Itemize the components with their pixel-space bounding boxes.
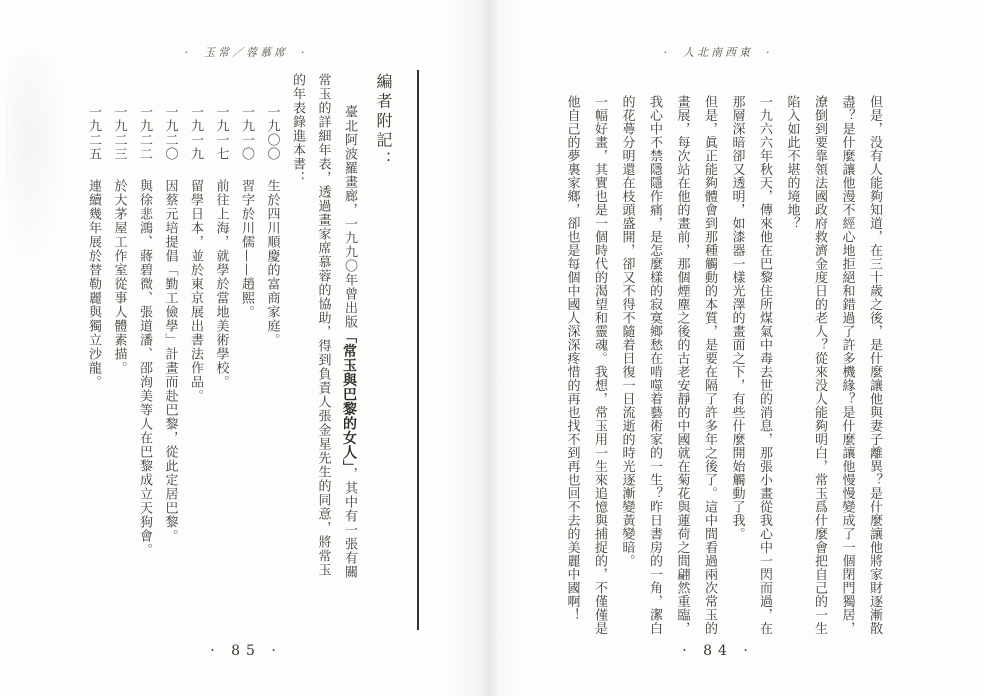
intro-column-1 [336,73,363,641]
timeline-year: 一九二二 [137,105,152,161]
timeline-year: 一九一〇 [239,105,254,161]
timeline-entry-1900 [259,73,285,641]
text-column-11: 一幅好畫，其實也是一個時代的渴望和靈魂。我想，常玉用一生來追憶與捕捉的，不僅僅是 [592,95,607,635]
text-column-10: 的花蕚分明還在枝頭盛開，卻又不得不隨着日復一日流逝的時光逐漸變黃變暗。 [619,95,635,568]
intro-column-2: 常玉的詳細年表，透過畫家席慕蓉的協助，得到負責人張金星先生的同意，將常玉 [315,73,331,577]
timeline-desc: 與徐悲鴻、蔣碧微、張道潘、邵洵美等人在巴黎成立天狗會。 [137,179,152,557]
book-title: 「常玉與巴黎的女人」 [341,329,357,467]
timeline-desc: 連續幾年展於替勒麗與獨立沙龍。 [86,179,101,389]
page-number-84: · 84 · [682,643,754,659]
timeline-desc: 前往上海，就學於當地美術學校。 [213,179,229,389]
running-head-right: · 人北南西東 · [663,46,773,59]
text-column-9: 我心中不禁隱隱作痛，是怎麼樣的寂寞鄉愁在啃噬着藝術家的一生？昨日書房的一角，潔白 [647,95,662,635]
timeline-desc: 於大茅屋工作室從事人體素描。 [111,179,127,375]
text-column-3: 潦倒到要靠領法國政府救濟金度日的老人？從來没人能夠明白，常玉爲什麼會把自己的一生 [812,95,827,635]
scan-smudge [6,55,66,265]
timeline-desc: 生於四川順慶的富商家庭。 [264,179,280,347]
timeline-entry-1910 [234,73,260,641]
essay-text-block [558,95,888,643]
text-column-7: 但是，眞正能夠體會到那種觸動的本質，是要在隔了許多年之後了。這中間看過兩次常玉的 [702,95,717,635]
intro-column-3: 的年表錄進本書： [290,73,305,185]
timeline-entry-1917 [208,73,234,641]
intro-text-pre: 臺北阿波羅畫廊，一九九〇年曾出版 [342,105,357,329]
timeline-year: 一九一七 [213,105,229,161]
timeline-entry-1923 [106,73,132,641]
text-column-5: 一九六六年秋天，傳來他在巴黎住所煤氣中毒去世的消息，那張小畫從我心中一閃而過，在 [757,95,772,635]
timeline-entry-1925 [81,73,107,641]
timeline-entry-1920 [157,73,183,641]
text-column-6: 那層深暗卻又透明，如漆器一樣光澤的畫面之下，有些什麼開始觸動了我。 [729,95,745,541]
timeline-desc: 留學日本，並於東京展出書法作品。 [188,179,203,403]
timeline-entry-1919 [183,73,209,641]
editor-note-rule [417,70,419,630]
text-column-2: 盡？是什麼讓他漫不經心地拒絕和錯過了許多機緣？是什麼讓他慢慢變成了一個閉門獨居， [839,95,855,635]
timeline-year: 一九一九 [188,105,203,161]
section-heading: 編者附記： [374,73,393,171]
text-column-8: 畫展，每次站在他的畫前，那個煙塵之後的古老安靜的中國就在菊花與蓮荷之間翩然重臨， [674,95,690,635]
timeline-year: 一九二三 [111,105,127,161]
running-head-left: · 玉常／蓉慕席 · [184,46,308,59]
intro-text-post: ，其中有一張有關 [342,467,357,579]
timeline-desc: 習字於川儒——趙熙。 [239,179,254,319]
text-column-12: 他自己的夢裏家鄉，卻也是每個中國人深深疼惜的再也找不到再也回不去的美麗中國啊！ [564,95,580,622]
editor-note-block [81,73,405,641]
text-column-1: 但是，没有人能夠知道，在三十歲之後，是什麼讓他與妻子離異？是什麼讓他將家財逐漸散 [867,95,882,635]
page-84 [492,0,984,696]
timeline-year: 一九〇〇 [264,105,280,161]
timeline-desc: 因蔡元培提倡「勤工儉學」計畫而赴巴黎，從此定居巴黎。 [162,179,178,543]
timeline-year: 一九二五 [86,105,101,161]
timeline-entry-1922 [132,73,158,641]
text-column-4: 陷入如此不堪的境地？ [784,95,800,230]
page-number-85: · 85 · [210,643,282,659]
timeline-year: 一九二〇 [162,105,178,161]
